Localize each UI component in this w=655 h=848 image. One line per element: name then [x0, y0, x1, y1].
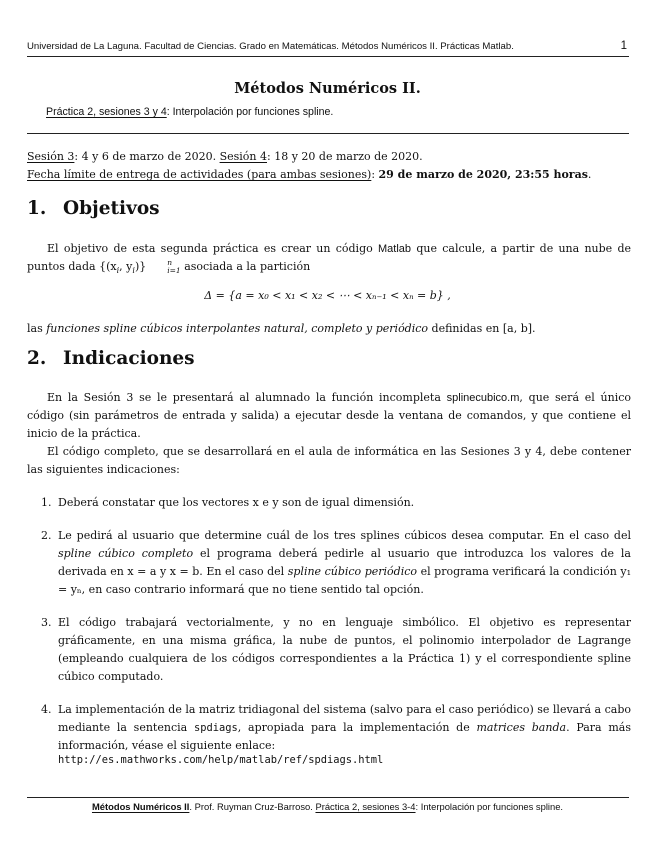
- list-item: [27, 527, 631, 599]
- section-number: 1.: [27, 198, 47, 219]
- running-head: [27, 40, 627, 53]
- text-run: que calcule, a partir de una nube de puntos dada: [27, 242, 632, 273]
- formula-sub: i: [132, 266, 135, 276]
- practice-topic: : Interpolación por funciones spline.: [166, 106, 334, 118]
- formula-part: {(x: [99, 260, 117, 273]
- instructions-list: [27, 494, 631, 770]
- running-head-text: Universidad de La Laguna. Facultad de Ciencias. Grado en Matemáticas. Métodos Numéricos II. Prácticas Matlab.: [27, 41, 514, 52]
- filename: splinecubico.m: [446, 392, 520, 404]
- item-number: 2.: [41, 529, 52, 542]
- indicaciones-paragraph-1: [27, 389, 631, 443]
- formula-part: , y: [119, 260, 133, 273]
- formula-lower: i=1: [167, 266, 181, 275]
- header-rule: [27, 56, 629, 57]
- text-run: En la Sesión 3 se le presentará al alumnado la función incompleta: [47, 391, 447, 404]
- deadline-value: 29 de marzo de 2020, 23:55 horas: [378, 168, 588, 181]
- section-heading-indicaciones: [27, 348, 195, 369]
- deadline-line: [27, 166, 632, 184]
- objetivos-paragraph-2: [27, 320, 631, 338]
- item-number: 3.: [41, 616, 52, 629]
- code-run: spdiags: [193, 722, 238, 734]
- item-number: 4.: [41, 703, 52, 716]
- italic-run: spline cúbico completo: [58, 547, 194, 560]
- point-set-formula: [99, 258, 181, 276]
- footer: [60, 801, 595, 814]
- subtitle: [46, 106, 333, 118]
- formula-sup: n: [167, 258, 173, 267]
- footer-rule: [27, 797, 629, 798]
- formula-limits: [147, 259, 180, 275]
- item-text: El código trabajará vectorialmente, y no en lenguaje simbólico. El objetivo es representar gráficamente, en una misma gráfica, la nube de puntos, el polinomio interpolador de Lagrange (empleando cualquiera de los códigos correspondientes a la Práctica 1) y el correspondiente spline cúbico computado.: [58, 616, 631, 683]
- footer-professor: . Prof. Ruyman Cruz-Barroso.: [189, 801, 316, 812]
- deadline-end: .: [587, 168, 592, 181]
- session-line: [27, 148, 632, 166]
- session3-label: Sesión 3: [27, 150, 75, 163]
- item-text: . Para más información, véase el siguiente enlace:: [58, 721, 632, 752]
- session-dates: [27, 148, 632, 184]
- item-text: Deberá constatar que los vectores x e y son de igual dimensión.: [58, 496, 415, 509]
- page-number: 1: [620, 40, 627, 52]
- session4-label: Sesión 4: [219, 150, 267, 163]
- reference-link[interactable]: http://es.mathworks.com/help/matlab/ref/spdiags.html: [58, 754, 384, 766]
- session3-dates: : 4 y 6 de marzo de 2020.: [74, 150, 220, 163]
- italic-run: spline cúbico periódico: [287, 565, 418, 578]
- matlab-word: Matlab: [378, 243, 412, 255]
- item-text: el programa deberá pedirle al usuario que introduzca los valores de la derivada en x = a y x = b. En el caso del: [58, 547, 631, 578]
- subtitle-rule: [27, 133, 629, 134]
- footer-topic: : Interpolación por funciones spline.: [415, 801, 564, 812]
- formula-part: )}: [134, 260, 147, 273]
- text-run: las: [27, 322, 47, 335]
- text-run: , que será el único código (sin parámetros de entrada y salida) a ejecutar desde la ventana de comandos, y que contiene el inicio de la práctica.: [27, 391, 631, 440]
- deadline-sep: :: [371, 168, 379, 181]
- section-title: Objetivos: [63, 198, 160, 219]
- partition-formula: Δ = {a = x₀ < x₁ < x₂ < ⋯ < xₙ₋₁ < xₙ = b} ,: [204, 289, 451, 302]
- document-title: Métodos Numéricos II.: [234, 80, 421, 97]
- footer-course: Métodos Numéricos II: [91, 801, 190, 812]
- text-run: definidas en [a, b].: [428, 322, 536, 335]
- section-heading-objetivos: [27, 198, 160, 219]
- item-text: Le pedirá al usuario que determine cuál de los tres splines cúbicos desea computar. En el caso del: [58, 529, 631, 542]
- item-text: el programa verificará la condición y₁ = yₙ, en caso contrario informará que no tiene sentido tal opción.: [58, 565, 631, 596]
- text-run: El objetivo de esta segunda práctica es crear un código: [47, 242, 379, 255]
- indicaciones-paragraph-2: El código completo, que se desarrollará en el aula de informática en las Sesiones 3 y 4, debe contener las siguientes indicaciones:: [27, 445, 631, 476]
- italic-run: funciones spline cúbicos interpolantes natural, completo y periódico: [46, 322, 429, 335]
- item-text: , apropiada para la implementación de: [237, 721, 477, 734]
- item-number: 1.: [41, 496, 52, 509]
- session4-dates: : 18 y 20 de marzo de 2020.: [267, 150, 423, 163]
- list-item: [27, 614, 631, 686]
- item-text: La implementación de la matriz tridiagonal del sistema (salvo para el caso periódico) se llevará a cabo mediante la sentencia: [58, 703, 631, 734]
- italic-run: matrices banda: [476, 721, 567, 734]
- section-title: Indicaciones: [63, 348, 195, 369]
- text-run: asociada a la partición: [180, 260, 311, 273]
- list-item: [27, 701, 631, 755]
- practice-label: Práctica 2, sesiones 3 y 4: [46, 106, 167, 118]
- footer-practice: Práctica 2, sesiones 3-4: [315, 801, 416, 812]
- section-number: 2.: [27, 348, 47, 369]
- list-item: [27, 494, 631, 512]
- objetivos-paragraph: [27, 240, 631, 280]
- deadline-label: Fecha límite de entrega de actividades (para ambas sesiones): [27, 168, 372, 181]
- formula-sub: i: [116, 266, 120, 276]
